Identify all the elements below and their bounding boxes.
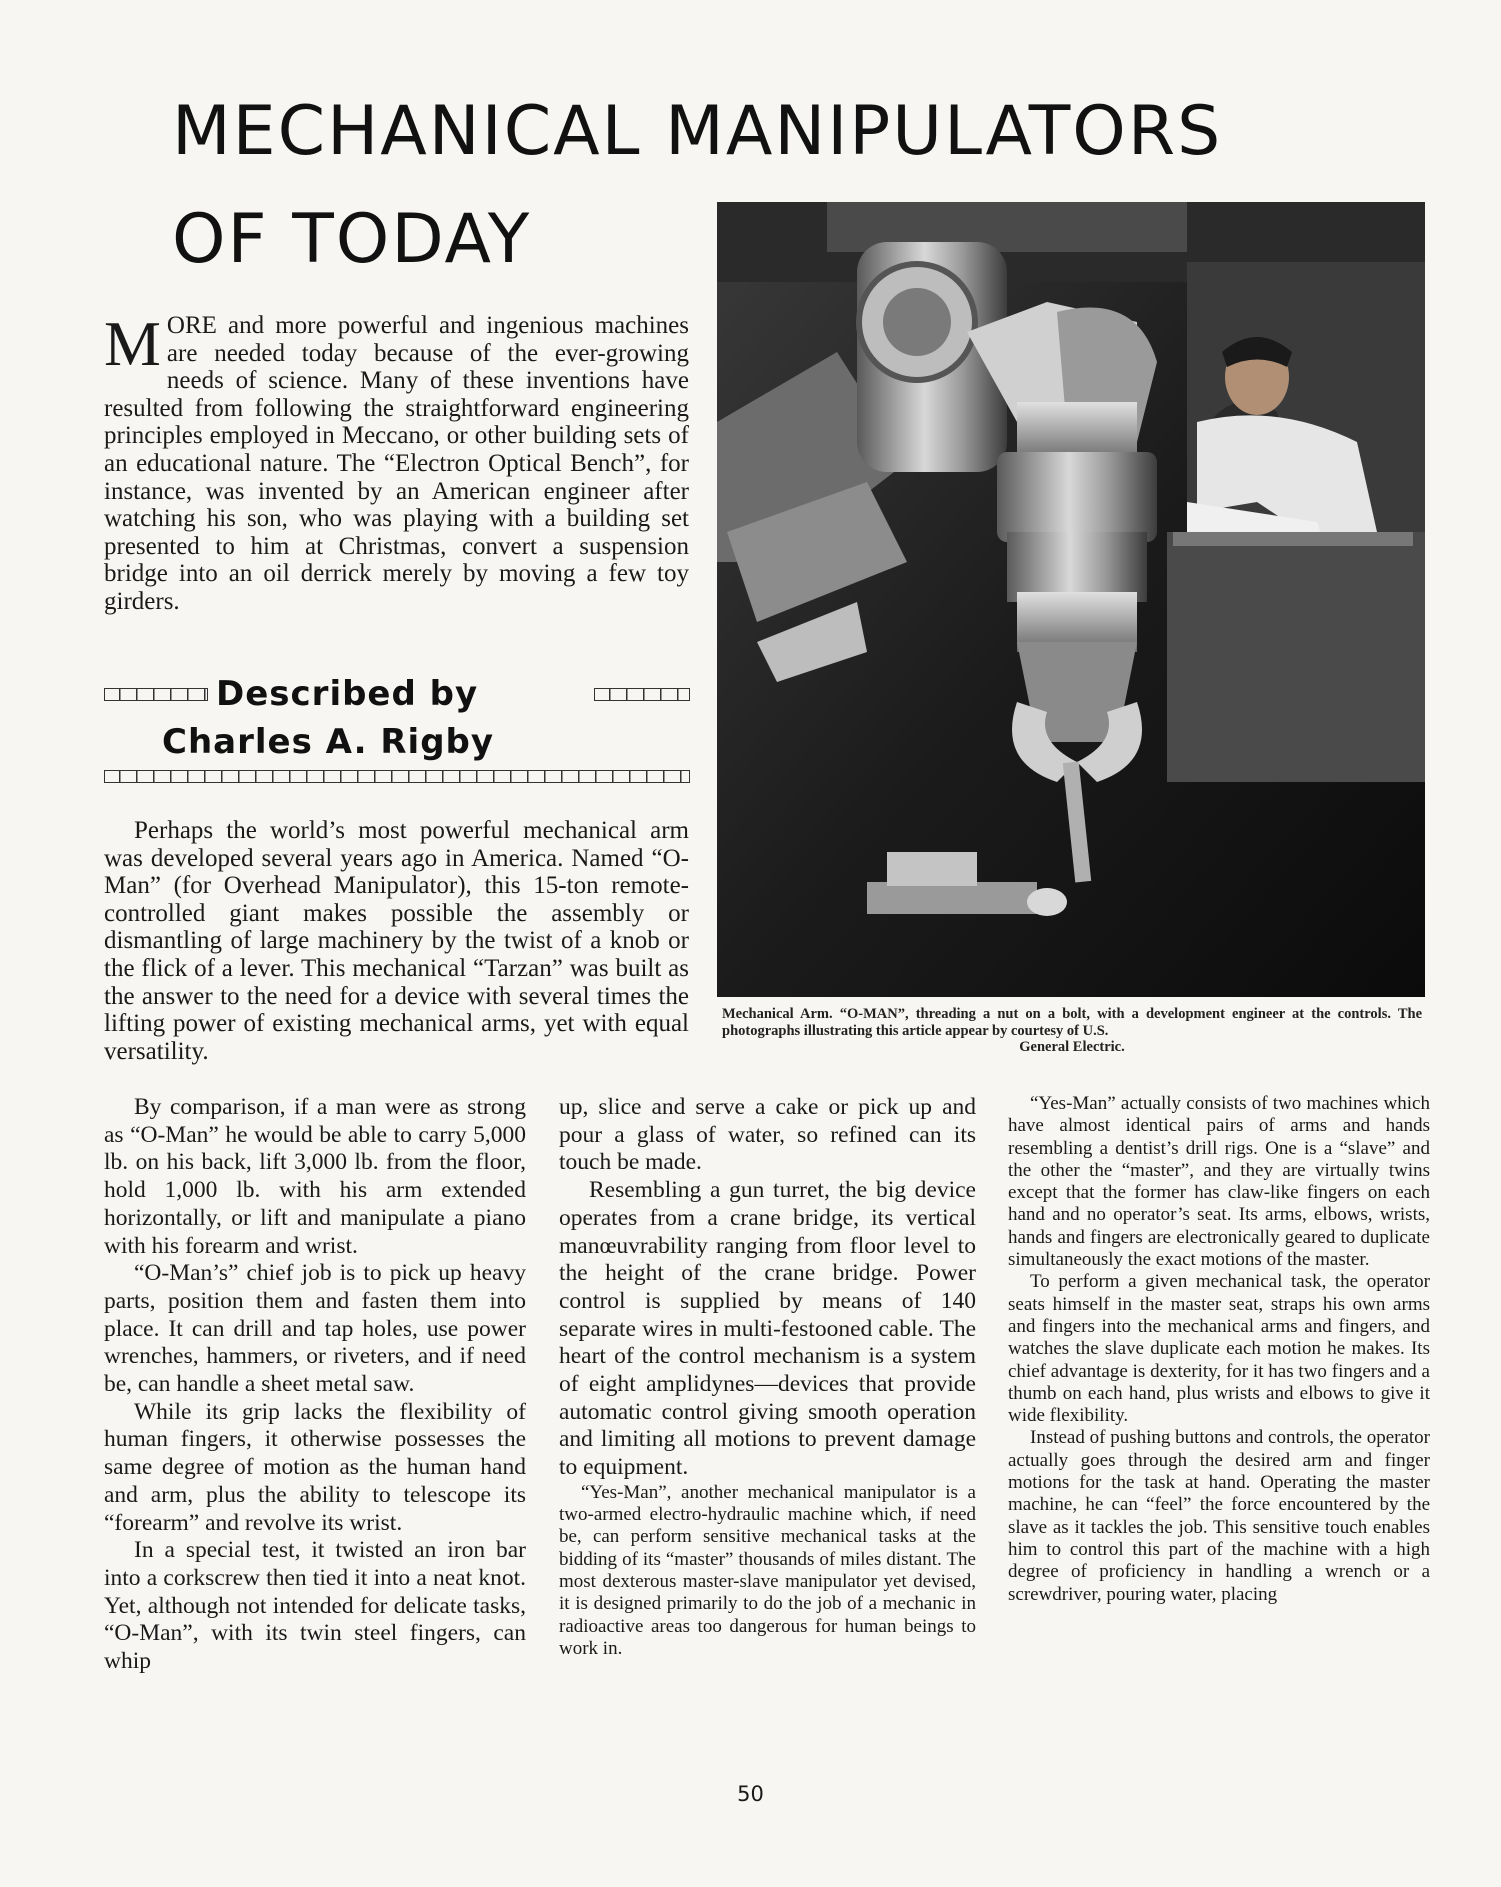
decorative-border-bottom <box>104 770 690 783</box>
intro-text: ORE and more powerful and ingenious machines are needed today because of the ever-growing needs of science. Many of these inventions have resulted from following the straightforward engineering principles employed in Meccano, or other building sets of an educational nature. The “Electron Optical Bench”, for instance, was invented by an American engineer after watching his son, who was playing with a building set presented to him at Christmas, convert a suspension bridge into an oil derrick merely by moving a few toy girders. <box>104 312 689 615</box>
headline-line-2: OF TODAY <box>172 200 532 279</box>
col1-paragraph: While its grip lacks the flexibility of human fingers, it otherwise possesses the same degree of motion as the human hand and arm, plus the ability to telescope its “forearm” and revolve its wrist. <box>104 1398 526 1536</box>
caption-label: Mechanical Arm. <box>722 1006 833 1022</box>
intro-paragraph <box>104 308 689 616</box>
col3-paragraph: “Yes-Man” actually consists of two machines which have almost identical pairs of arms and hands resembling a dentist’s drill rigs. One is a “slave” and the other the “master”, and they are virtually twins except that the former has claw-like fingers on each hand and no operator’s seat. Its arms, elbows, wrists, hands and fingers are electronically geared to duplicate simultaneously the exact motions of the master. <box>1008 1093 1430 1271</box>
headline-line-1: MECHANICAL MANIPULATORS <box>172 92 1223 171</box>
photo-caption <box>722 1006 1422 1056</box>
col2-small-paragraph: “Yes-Man”, another mechanical manipulator is a two-armed electro-hydraulic machine which, if need be, can perform sensitive mechanical tasks at the bidding of its “master” thousands of miles distant. The most dexterous master-slave manipulator yet devised, it is designed primarily to do the job of a mechanic in radioactive areas too dangerous for human beings to work in. <box>559 1481 976 1659</box>
caption-last-line: General Electric. <box>1019 1039 1125 1055</box>
col3-paragraph: To perform a given mechanical task, the operator seats himself in the master seat, straps his own arms and fingers into the mechanical arms and fingers, and watches the slave duplicate each motion he makes. Its chief advantage is dexterity, for it has two fingers and a thumb on each hand, plus wrists and elbows to give it wide flexibility. <box>1008 1271 1430 1427</box>
paragraph-o-man-intro: Perhaps the world’s most powerful mechanical arm was developed several years ago in America. Named “O-Man” (for Overhead Manipulator), this 15-ton remote-controlled giant makes possible the assembly or dismantling of large machinery by the twist of a knob or the flick of a lever. This mechanical “Tarzan” was built as the answer to the need for a device with several times the lifting power of existing mechanical arms, yet with equal versatility. <box>104 817 689 1065</box>
decorative-border-left <box>104 688 208 701</box>
page-number: 50 <box>737 1782 764 1806</box>
col1-paragraph: By comparison, if a man were as strong as “O-Man” he would be able to carry 5,000 lb. on his back, lift 3,000 lb. from the floor, hold 1,000 lb. with his arm extended horizontally, or lift and manipulate a piano with his forearm and wrist. <box>104 1094 526 1259</box>
decorative-border-right <box>594 688 690 701</box>
col2-paragraph: up, slice and serve a cake or pick up and pour a glass of water, so refined can its touch be made. <box>559 1094 976 1176</box>
column-3 <box>1008 1093 1430 1606</box>
byline-described-by: Described by <box>216 674 479 714</box>
col1-paragraph: “O-Man’s” chief job is to pick up heavy parts, position them and fasten them into place. It can drill and tap holes, use power wrenches, hammers, or riveters, and if need be, can handle a sheet metal saw. <box>104 1260 526 1398</box>
col3-paragraph: Instead of pushing buttons and controls, the operator actually goes through the desired arm and finger motions for the task at hand. Operating the master machine, he can “feel” the force encountered by the slave as it tackles the job. This sensitive touch enables him to control this part of the machine with a high degree of proficiency in handling a wrench or a screwdriver, pouring water, placing <box>1008 1427 1430 1605</box>
col2-paragraph: Resembling a gun turret, the big device operates from a crane bridge, its vertical manœuvrability ranging from floor level to the height of the crane bridge. Power control is supplied by means of 140 separate wires in multi-festooned cable. The heart of the control mechanism is a system of eight amplidynes—devices that provide automatic control giving smooth operation and limiting all motions to prevent damage to equipment. <box>559 1177 976 1481</box>
column-2 <box>559 1094 976 1660</box>
photo-o-man-arm <box>717 202 1425 997</box>
column-1 <box>104 1094 526 1676</box>
byline-author: Charles A. Rigby <box>162 722 495 762</box>
caption-text: “O-MAN”, threading a nut on a bolt, with a development engineer at the controls. The photographs illustrating this article appear by courtesy of U.S. <box>722 1006 1423 1039</box>
byline <box>104 674 690 779</box>
drop-cap: M <box>104 308 161 379</box>
col1-paragraph: In a special test, it twisted an iron bar into a corkscrew then tied it into a neat knot. Yet, although not intended for delicate tasks, “O-Man”, with its twin steel fingers, can whip <box>104 1537 526 1675</box>
